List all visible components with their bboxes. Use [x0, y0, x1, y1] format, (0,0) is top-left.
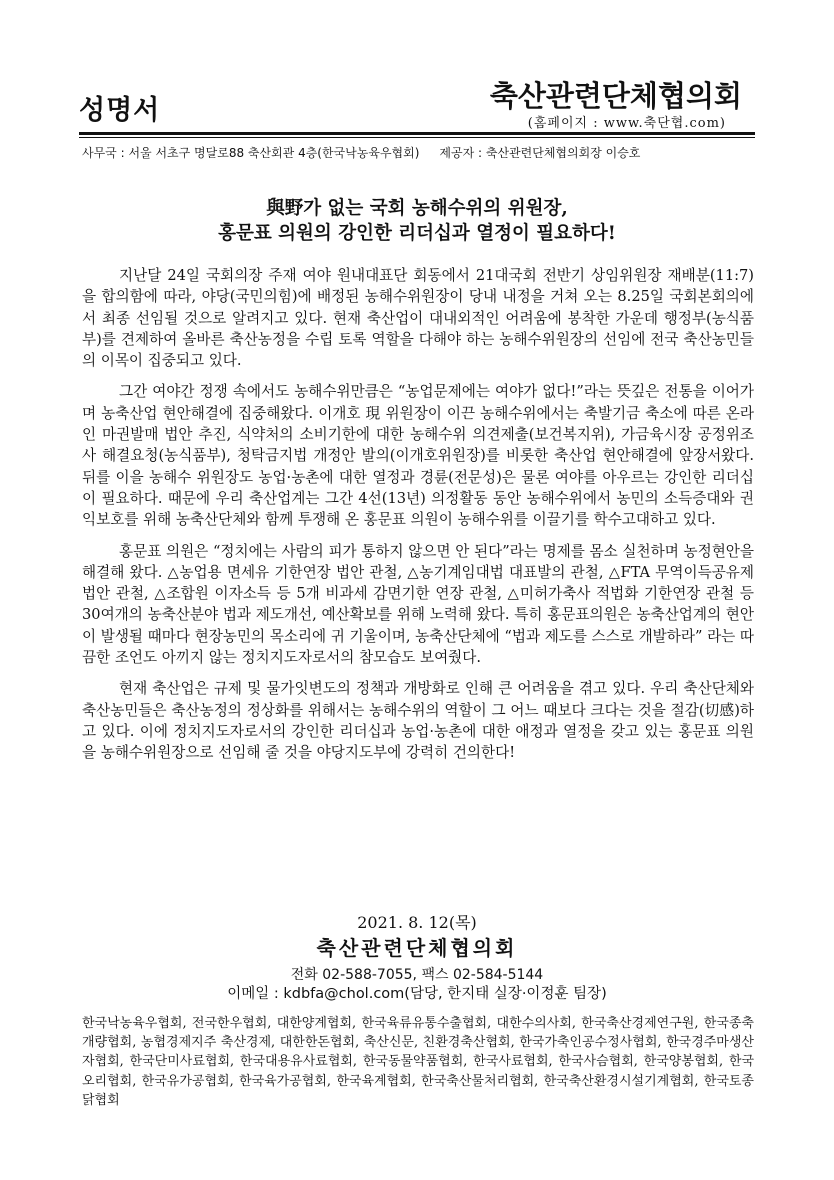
statement-body — [82, 265, 754, 774]
headline — [79, 196, 755, 246]
headline-line-2: 홍문표 의원의 강인한 리더십과 열정이 필요하다! — [218, 223, 616, 244]
statement-date: 2021. 8. 12(목) — [357, 913, 477, 932]
signature-organization: 축산관련단체협의회 — [316, 936, 518, 960]
header-rule-thick — [79, 132, 755, 135]
contact-email[interactable]: 이메일 : kdbfa@chol.com(담당, 한지태 실장·이정훈 팀장) — [227, 986, 607, 1002]
paragraph-2: 그간 여야간 정쟁 속에서도 농해수위만큼은 “농업문제에는 여야가 없다!”라는 뜻깊은 전통을 이어가며 농축산업 현안해결에 집중해왔다. 이개호 現 위원장이 이끈 농해수위에서는 축발기금 축소에 따른 온라인 마권발매 법안 추진, 식약처의 소비기한에 대한 농해수위 의견제출(보건복지위), 가금육시장 공정위조사 해결요청(농식품부), 청탁금지법 개정안 발의(이개호위원장)를 비롯한 축산업 현안해결에 앞장서왔다. 뒤를 이을 농해수 위원장도 농업·농촌에 대한 열정과 경륜(전문성)은 물론 여야를 아우르는 강인한 리더십이 필요하다. 때문에 우리 축산업계는 그간 4선(13년) 의정활동 동안 농해수위에서 농민의 소득증대와 권익보호를 위해 농축산단체와 함께 투쟁해 온 홍문표 의원이 농해수위를 이끌기를 학수고대하고 있다. — [82, 383, 754, 529]
headline-line-1: 與野가 없는 국회 농해수위의 위원장, — [266, 198, 568, 219]
paragraph-4: 현재 축산업은 규제 및 물가잇변도의 정책과 개방화로 인해 큰 어려움을 겪고 있다. 우리 축산단체와 축산농민들은 축산농정의 정상화를 위해서는 농해수위의 역할이 그 어느 때보다 크다는 것을 절감(切感)하고 있다. 이에 정치지도자로서의 강인한 리더십과 농업·농촌에 대한 애정과 열정을 갖고 있는 홍문표 의원을 농해수위원장으로 선임해 줄 것을 야당지도부에 강력히 건의한다! — [82, 680, 754, 762]
organization-title: 축산관련단체협의회 — [489, 79, 742, 113]
provider-info: 제공자 : 축산관련단체협의회장 이승호 — [439, 146, 641, 160]
header-meta — [82, 144, 640, 161]
office-address: 사무국 : 서울 서초구 명달로88 축산회관 4층(한국낙농육우협회) — [82, 146, 420, 160]
paragraph-1: 지난달 24일 국회의장 주재 여야 원내대표단 회동에서 21대국회 전반기 상임위원장 재배분(11:7)을 합의함에 따라, 야당(국민의힘)에 배정된 농해수위원장이 당내 내정을 거쳐 오는 8.25일 국회본회의에서 최종 선임될 것으로 알려지고 있다. 현재 축산업이 대내외적인 어려움에 봉착한 가운데 행정부(농식품부)를 견제하여 올바른 축산농정을 수립 토록 역할을 다해야 하는 농해수위원장의 선임에 전국 축산농민들의 이목이 집중되고 있다. — [82, 267, 754, 370]
header-rule-thin — [79, 137, 755, 138]
contact-phone-fax: 전화 02-588-7055, 팩스 02-584-5144 — [290, 967, 544, 983]
homepage-link[interactable]: (홈페이지 : www.축단협.com) — [527, 116, 726, 131]
paragraph-3: 홍문표 의원은 “정치에는 사람의 피가 통하지 않으면 안 된다”라는 명제를 몸소 실천하며 농정현안을 해결해 왔다. △농업용 면세유 기한연장 법안 관철, △농기계임대법 대표발의 관철, △FTA 무역이득공유제 법안 관철, △조합원 이자소득 등 5개 비과세 감면기한 연장 관철, △미허가축사 적법화 기한연장 관철 등 30여개의 농축산분야 법과 제도개선, 예산확보를 위해 노력해 왔다. 특히 홍문표의원은 농축산업계의 현안이 발생될 때마다 현장농민의 목소리에 귀 기울이며, 농축산단체에 “법과 제도를 스스로 개발하라” 라는 따끔한 조언도 아끼지 않는 정치지도자로서의 참모습도 보여줬다. — [82, 542, 754, 667]
member-organizations: 한국낙농육우협회, 전국한우협회, 대한양계협회, 한국육류유통수출협회, 대한수의사회, 한국축산경제연구원, 한국종축개량협회, 농협경제지주 축산경제, 대한한돈협회, 축산신문, 친환경축산협회, 한국가축인공수정사협회, 한국경주마생산자협회, 한국단미사료협회, 한국대용유사료협회, 한국동물약품협회, 한국사료협회, 한국사슴협회, 한국양봉협회, 한국오리협회, 한국유가공협회, 한국육가공협회, 한국육계협회, 한국축산물처리협회, 한국축산환경시설기계협회, 한국토종닭협회 — [82, 1016, 754, 1108]
document-type-title: 성명서 — [79, 95, 161, 126]
